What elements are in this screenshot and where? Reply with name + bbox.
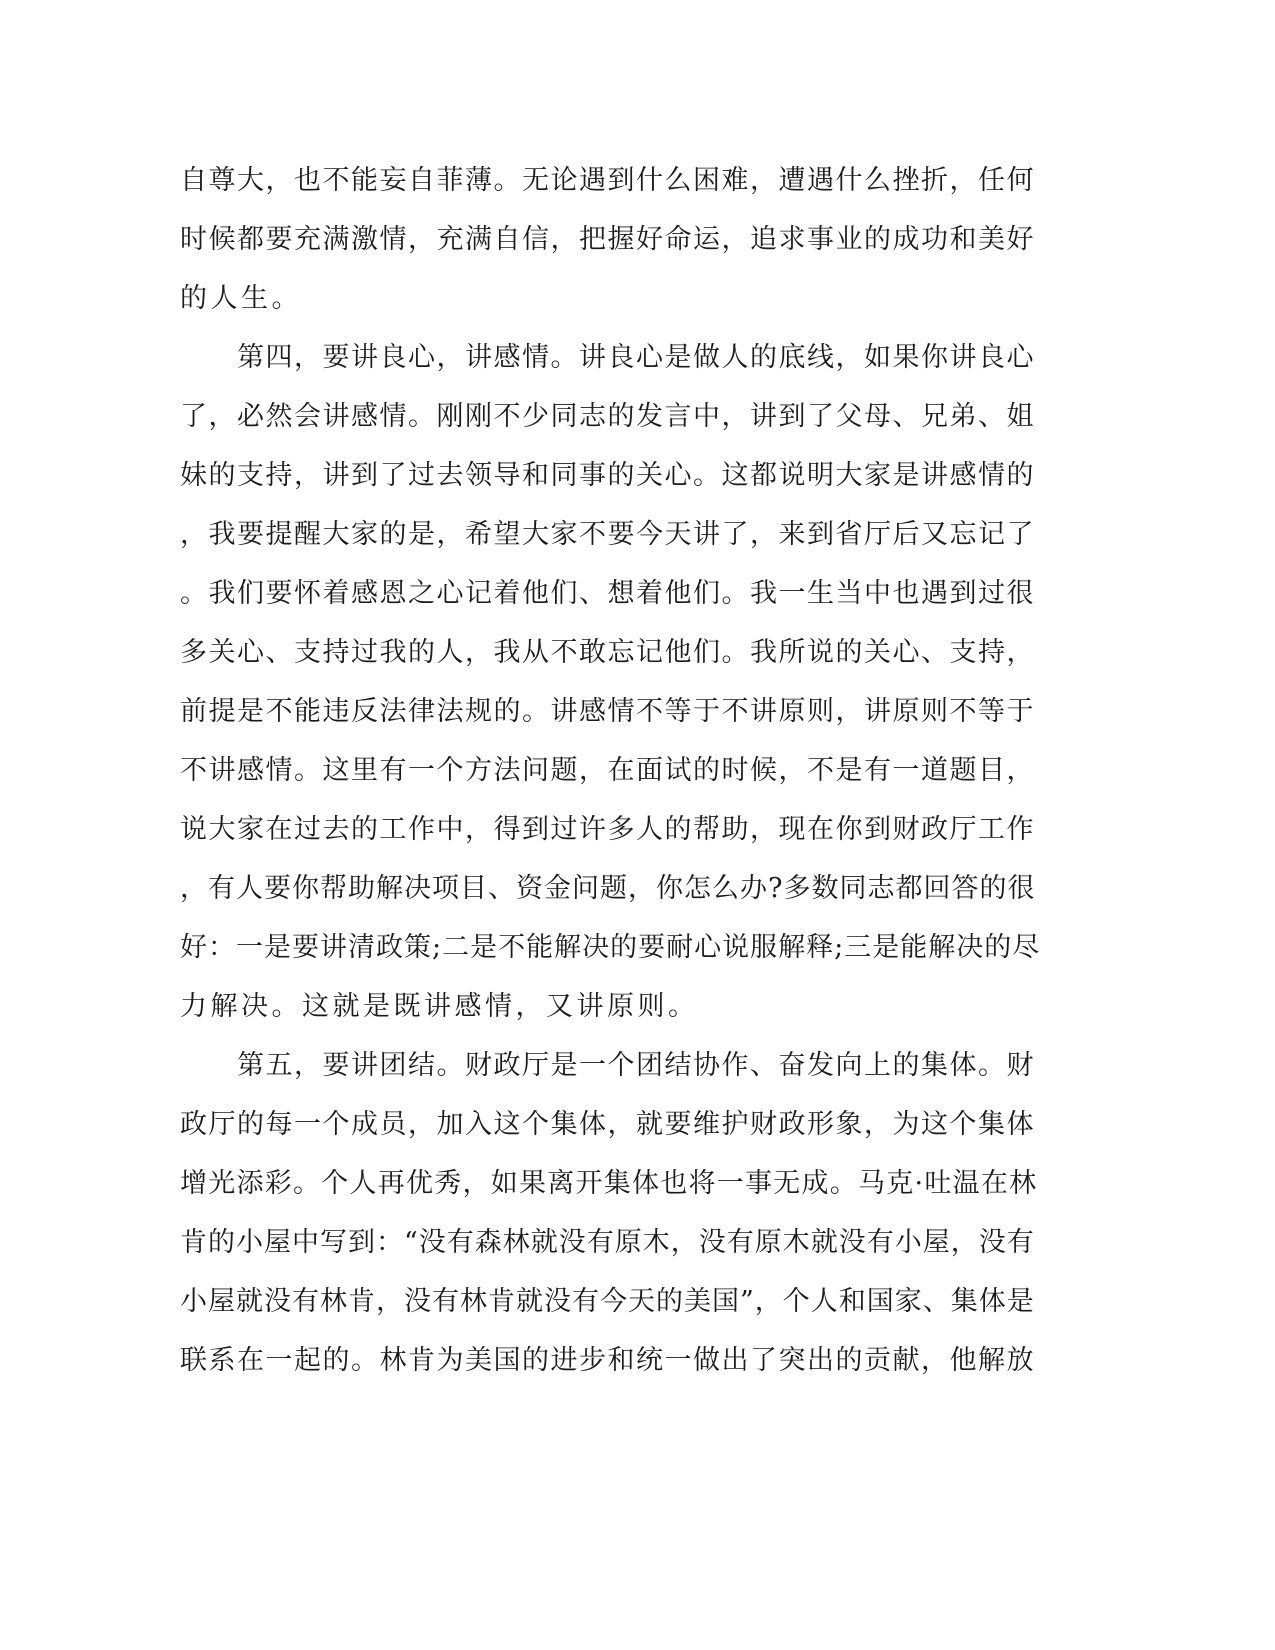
text-line: 肯的小屋中写到：“没有森林就没有原木，没有原木就没有小屋，没有 [180,1227,1035,1258]
text-line: 。我们要怀着感恩之心记着他们、想着他们。我一生当中也遇到过很 [180,578,1035,609]
text-line: 好：一是要讲清政策;二是不能解决的要耐心说服解释;三是能解决的尽 [180,932,1041,963]
text-line: 小屋就没有林肯，没有林肯就没有今天的美国”，个人和国家、集体是 [180,1286,1035,1317]
text-line: 说大家在过去的工作中，得到过许多人的帮助，现在你到财政厅工作 [180,814,1035,845]
text-line: ，我要提醒大家的是，希望大家不要今天讲了，来到省厅后又忘记了 [180,519,1035,550]
text-line: 多关心、支持过我的人，我从不敢忘记他们。我所说的关心、支持， [180,637,1035,668]
text-line: 不讲感情。这里有一个方法问题，在面试的时候，不是有一道题目， [180,755,1035,786]
text-line: 自尊大，也不能妄自菲薄。无论遇到什么困难，遭遇什么挫折，任何 [180,165,1035,196]
text-line: 政厅的每一个成员，加入这个集体，就要维护财政形象，为这个集体 [180,1109,1035,1140]
text-line: 前提是不能违反法律法规的。讲感情不等于不讲原则，讲原则不等于 [180,696,1035,727]
text-line: 时候都要充满激情，充满自信，把握好命运，追求事业的成功和美好 [180,224,1035,255]
text-line: 力解决。这就是既讲感情，又讲原则。 [180,991,699,1022]
text-line: ，有人要你帮助解决项目、资金问题，你怎么办?多数同志都回答的很 [180,873,1036,904]
text-line: 的人生。 [180,283,302,314]
text-line: 了，必然会讲感情。刚刚不少同志的发言中，讲到了父母、兄弟、姐 [180,401,1035,432]
body-text [180,158,1040,1397]
text-line: 第五，要讲团结。财政厅是一个团结协作、奋发向上的集体。财 [180,1050,1035,1081]
text-line: 第四，要讲良心，讲感情。讲良心是做人的底线，如果你讲良心 [180,342,1035,373]
text-line: 妹的支持，讲到了过去领导和同事的关心。这都说明大家是讲感情的 [180,460,1035,491]
text-line: 增光添彩。个人再优秀，如果离开集体也将一事无成。马克·吐温在林 [180,1168,1038,1199]
text-line: 联系在一起的。林肯为美国的进步和统一做出了突出的贡献，他解放 [180,1345,1035,1376]
